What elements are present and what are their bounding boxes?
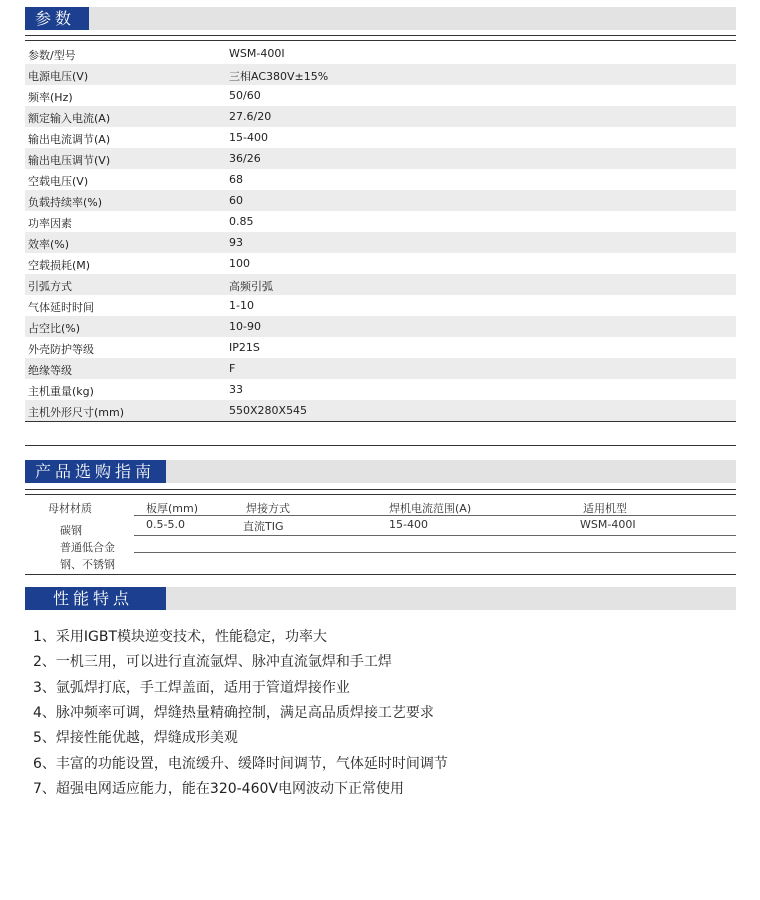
param-value: 高频引弧 [229,280,273,293]
guide-section-title: 产品选购指南 [25,460,166,483]
param-key: 效率(%) [28,238,70,251]
param-row [25,253,736,274]
param-value: 60 [229,194,243,207]
guide-header-method: 焊接方式 [246,502,290,515]
param-row [25,274,736,295]
guide-header-thickness: 板厚(mm) [146,502,199,515]
param-value: 15-400 [229,131,268,144]
param-key: 外壳防护等级 [28,343,94,356]
param-key: 额定输入电流(A) [28,112,111,125]
param-row [25,379,736,400]
param-row [25,400,736,421]
param-key: 功率因素 [28,217,72,230]
params-end-rule [25,445,736,446]
guide-header-material: 母材材质 [48,502,92,515]
feature-item: 2、一机三用，可以进行直流氩焊、脉冲直流氩焊和手工焊 [33,654,392,670]
param-value: 550X280X545 [229,404,308,417]
params-top-rule [25,35,736,36]
param-row [25,358,736,379]
param-row [25,295,736,316]
guide-material-3: 钢、不锈钢 [60,558,115,571]
param-value: 33 [229,383,243,396]
param-value: 93 [229,236,243,249]
params-section-title: 参数 [25,7,89,30]
guide-top-rule [25,489,736,490]
param-row [25,169,736,190]
param-value: 三相AC380V±15% [229,70,329,83]
param-row [25,85,736,106]
features-section-title: 性能特点 [25,587,166,610]
param-key: 电源电压(V) [28,70,89,83]
guide-top-rule-2 [25,494,736,495]
guide-row-divider-2 [134,552,736,553]
params-section-bar [25,7,736,30]
feature-item: 7、超强电网适应能力，能在320-460V电网波动下正常使用 [33,781,404,797]
param-key: 引弧方式 [28,280,72,293]
param-value: 68 [229,173,243,186]
feature-item: 3、氩弧焊打底，手工焊盖面，适用于管道焊接作业 [33,680,350,696]
guide-method-value: 直流TIG [243,520,284,533]
param-row [25,211,736,232]
feature-item: 6、丰富的功能设置，电流缓升、缓降时间调节，气体延时时间调节 [33,756,448,772]
param-value: WSM-400I [229,47,285,60]
param-key: 主机外形尺寸(mm) [28,406,125,419]
param-value: 50/60 [229,89,261,102]
guide-header-model: 适用机型 [583,502,627,515]
param-value: 10-90 [229,320,261,333]
param-key: 输出电压调节(V) [28,154,111,167]
guide-section-bar [25,460,736,483]
param-key: 空载电压(V) [28,175,89,188]
param-value: 27.6/20 [229,110,272,123]
guide-model-value: WSM-400I [580,518,636,531]
param-row [25,337,736,358]
guide-header-current: 焊机电流范围(A) [389,502,472,515]
feature-item: 5、焊接性能优越，焊缝成形美观 [33,730,238,746]
param-value: 0.85 [229,215,254,228]
param-row [25,190,736,211]
params-top-rule-2 [25,40,736,41]
guide-header-divider [134,515,736,516]
features-section-bar [25,587,736,610]
param-key: 输出电流调节(A) [28,133,111,146]
param-key: 参数/型号 [28,49,76,62]
param-key: 负载持续率(%) [28,196,103,209]
param-key: 气体延时时间 [28,301,94,314]
param-row [25,232,736,253]
guide-material-2: 普通低合金 [60,541,115,554]
guide-bottom-rule [25,574,736,575]
param-value: 1-10 [229,299,254,312]
guide-thickness-value: 0.5-5.0 [146,518,185,531]
param-row [25,127,736,148]
param-value: 100 [229,257,250,270]
param-row [25,106,736,127]
param-key: 主机重量(kg) [28,385,94,398]
param-value: 36/26 [229,152,261,165]
param-key: 绝缘等级 [28,364,72,377]
param-key: 占空比(%) [28,322,81,335]
guide-row-divider [134,535,736,536]
guide-current-value: 15-400 [389,518,428,531]
param-key: 频率(Hz) [28,91,73,104]
guide-material-1: 碳钢 [60,524,82,537]
feature-item: 1、采用IGBT模块逆变技术，性能稳定，功率大 [33,629,328,645]
param-value: F [229,362,236,375]
param-value: IP21S [229,341,260,354]
param-row [25,148,736,169]
param-row [25,43,736,64]
param-row [25,64,736,85]
param-row [25,316,736,337]
params-bottom-rule [25,421,736,422]
feature-item: 4、脉冲频率可调，焊缝热量精确控制，满足高品质焊接工艺要求 [33,705,434,721]
param-key: 空载损耗(M) [28,259,91,272]
